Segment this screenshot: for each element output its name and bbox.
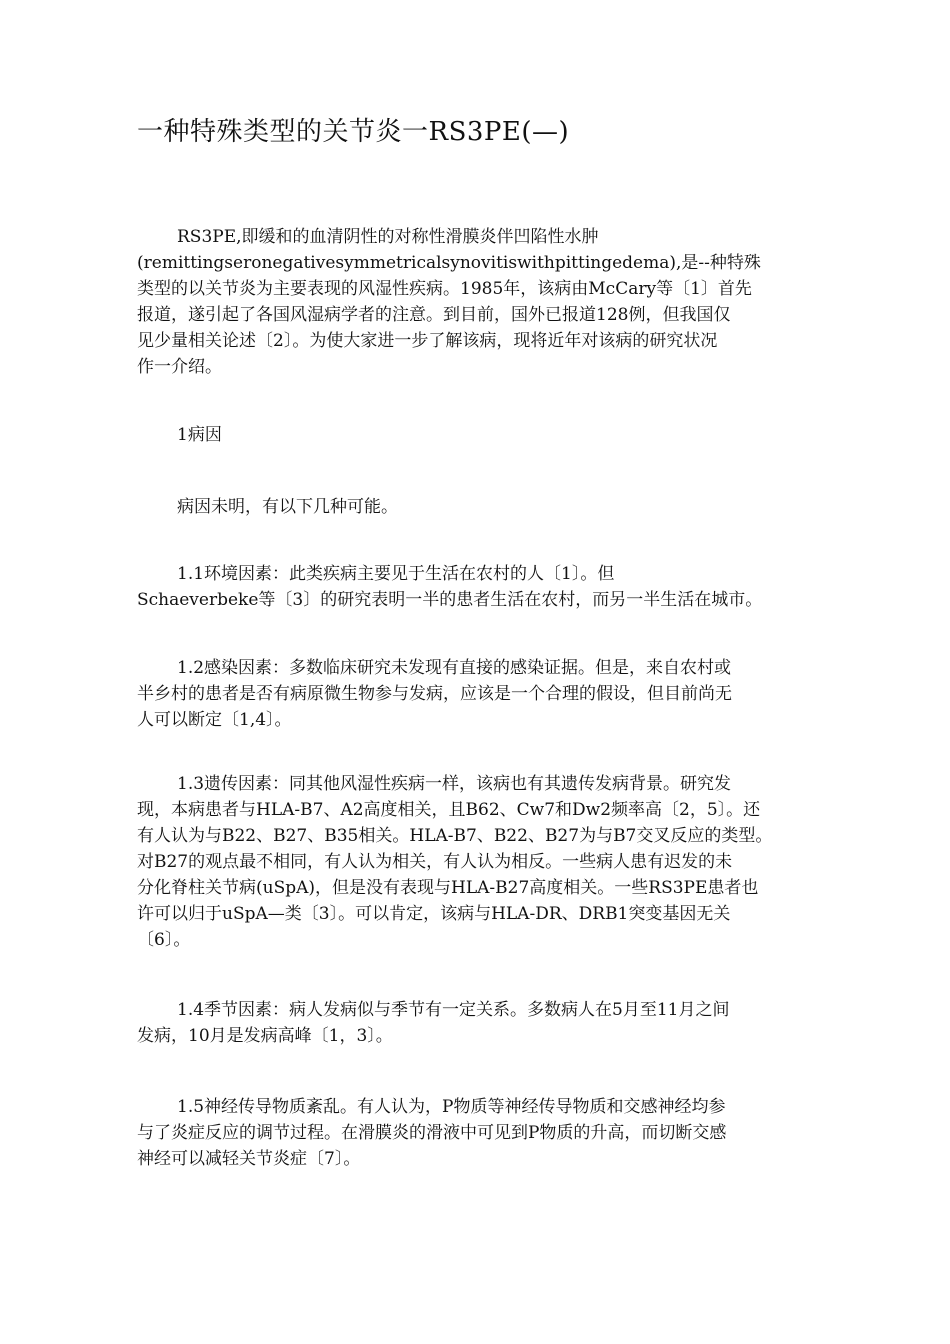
- text-line: 与了炎症反应的调节过程。在滑膜炎的滑液中可见到P物质的升高，而切断交感: [137, 1123, 727, 1143]
- text-line: 见少量相关论述〔2〕。为使大家进一步了解该病，现将近年对该病的研究状况: [137, 331, 718, 351]
- text-line: 1.4季节因素：病人发病似与季节有一定关系。多数病人在5月至11月之间: [177, 1000, 730, 1020]
- text-line: 分化脊柱关节病(uSpA)，但是没有表现与HLA-B27高度相关。一些RS3PE患者也: [137, 878, 759, 898]
- text-line: 半乡村的患者是否有病原微生物参与发病，应该是一个合理的假设，但目前尚无: [137, 684, 732, 704]
- text-line: 1.2感染因素：多数临床研究未发现有直接的感染证据。但是，来自农村或: [177, 658, 732, 678]
- text-line: 人可以断定〔1,4〕。: [137, 710, 292, 730]
- text-line: 病因未明，有以下几种可能。: [177, 497, 398, 517]
- paragraph-section-1-2: [137, 655, 813, 733]
- paragraph-intro: [137, 224, 813, 380]
- text-line: 〔6〕。: [137, 930, 191, 950]
- paragraph-section-1-3: [137, 771, 813, 953]
- text-line: 类型的以关节炎为主要表现的风湿性疾病。1985年，该病由McCary等〔1〕首先: [137, 279, 752, 299]
- section-heading-text: 1病因: [177, 425, 222, 445]
- paragraph-section-1-4: [137, 997, 813, 1049]
- section-heading: [137, 422, 813, 448]
- text-line: 报道，遂引起了各国风湿病学者的注意。到目前，国外已报道128例，但我国仅: [137, 305, 731, 325]
- text-line: 发病，10月是发病高峰〔1，3〕。: [137, 1026, 393, 1046]
- paragraph-etiology-intro: [137, 494, 813, 520]
- text-line: 作一介绍。: [137, 357, 222, 377]
- text-line: 对B27的观点最不相同，有人认为相关，有人认为相反。一些病人患有迟发的未: [137, 852, 733, 872]
- document-title: 一种特殊类型的关节炎一RS3PE(—): [137, 117, 570, 147]
- text-line: 1.1环境因素：此类疾病主要见于生活在农村的人〔1〕。但: [177, 564, 615, 584]
- text-line: 有人认为与B22、B27、B35相关。HLA-B7、B22、B27为与B7交叉反应的类型。: [137, 826, 773, 846]
- text-line: 1.3遗传因素：同其他风湿性疾病一样，该病也有其遗传发病背景。研究发: [177, 774, 732, 794]
- text-line: 现，本病患者与HLA-B7、A2高度相关，且B62、Cw7和Dw2频率高〔2，5〕。还: [137, 800, 761, 820]
- text-line: Schaeverbeke等〔3〕的研究表明一半的患者生活在农村，而另一半生活在城市。: [137, 590, 763, 610]
- text-line: (remittingseronegativesymmetricalsynovitiswithpittingedema),是--种特殊: [137, 253, 761, 273]
- text-line: 1.5神经传导物质紊乱。有人认为，P物质等神经传导物质和交感神经均参: [177, 1097, 726, 1117]
- text-line: 神经可以减轻关节炎症〔7〕。: [137, 1149, 361, 1169]
- paragraph-section-1-5: [137, 1094, 813, 1172]
- text-line: RS3PE,即缓和的血清阴性的对称性滑膜炎伴凹陷性水肿: [177, 227, 599, 247]
- text-line: 许可以归于uSpA—类〔3〕。可以肯定，该病与HLA-DR、DRB1突变基因无关: [137, 904, 731, 924]
- paragraph-section-1-1: [137, 561, 813, 613]
